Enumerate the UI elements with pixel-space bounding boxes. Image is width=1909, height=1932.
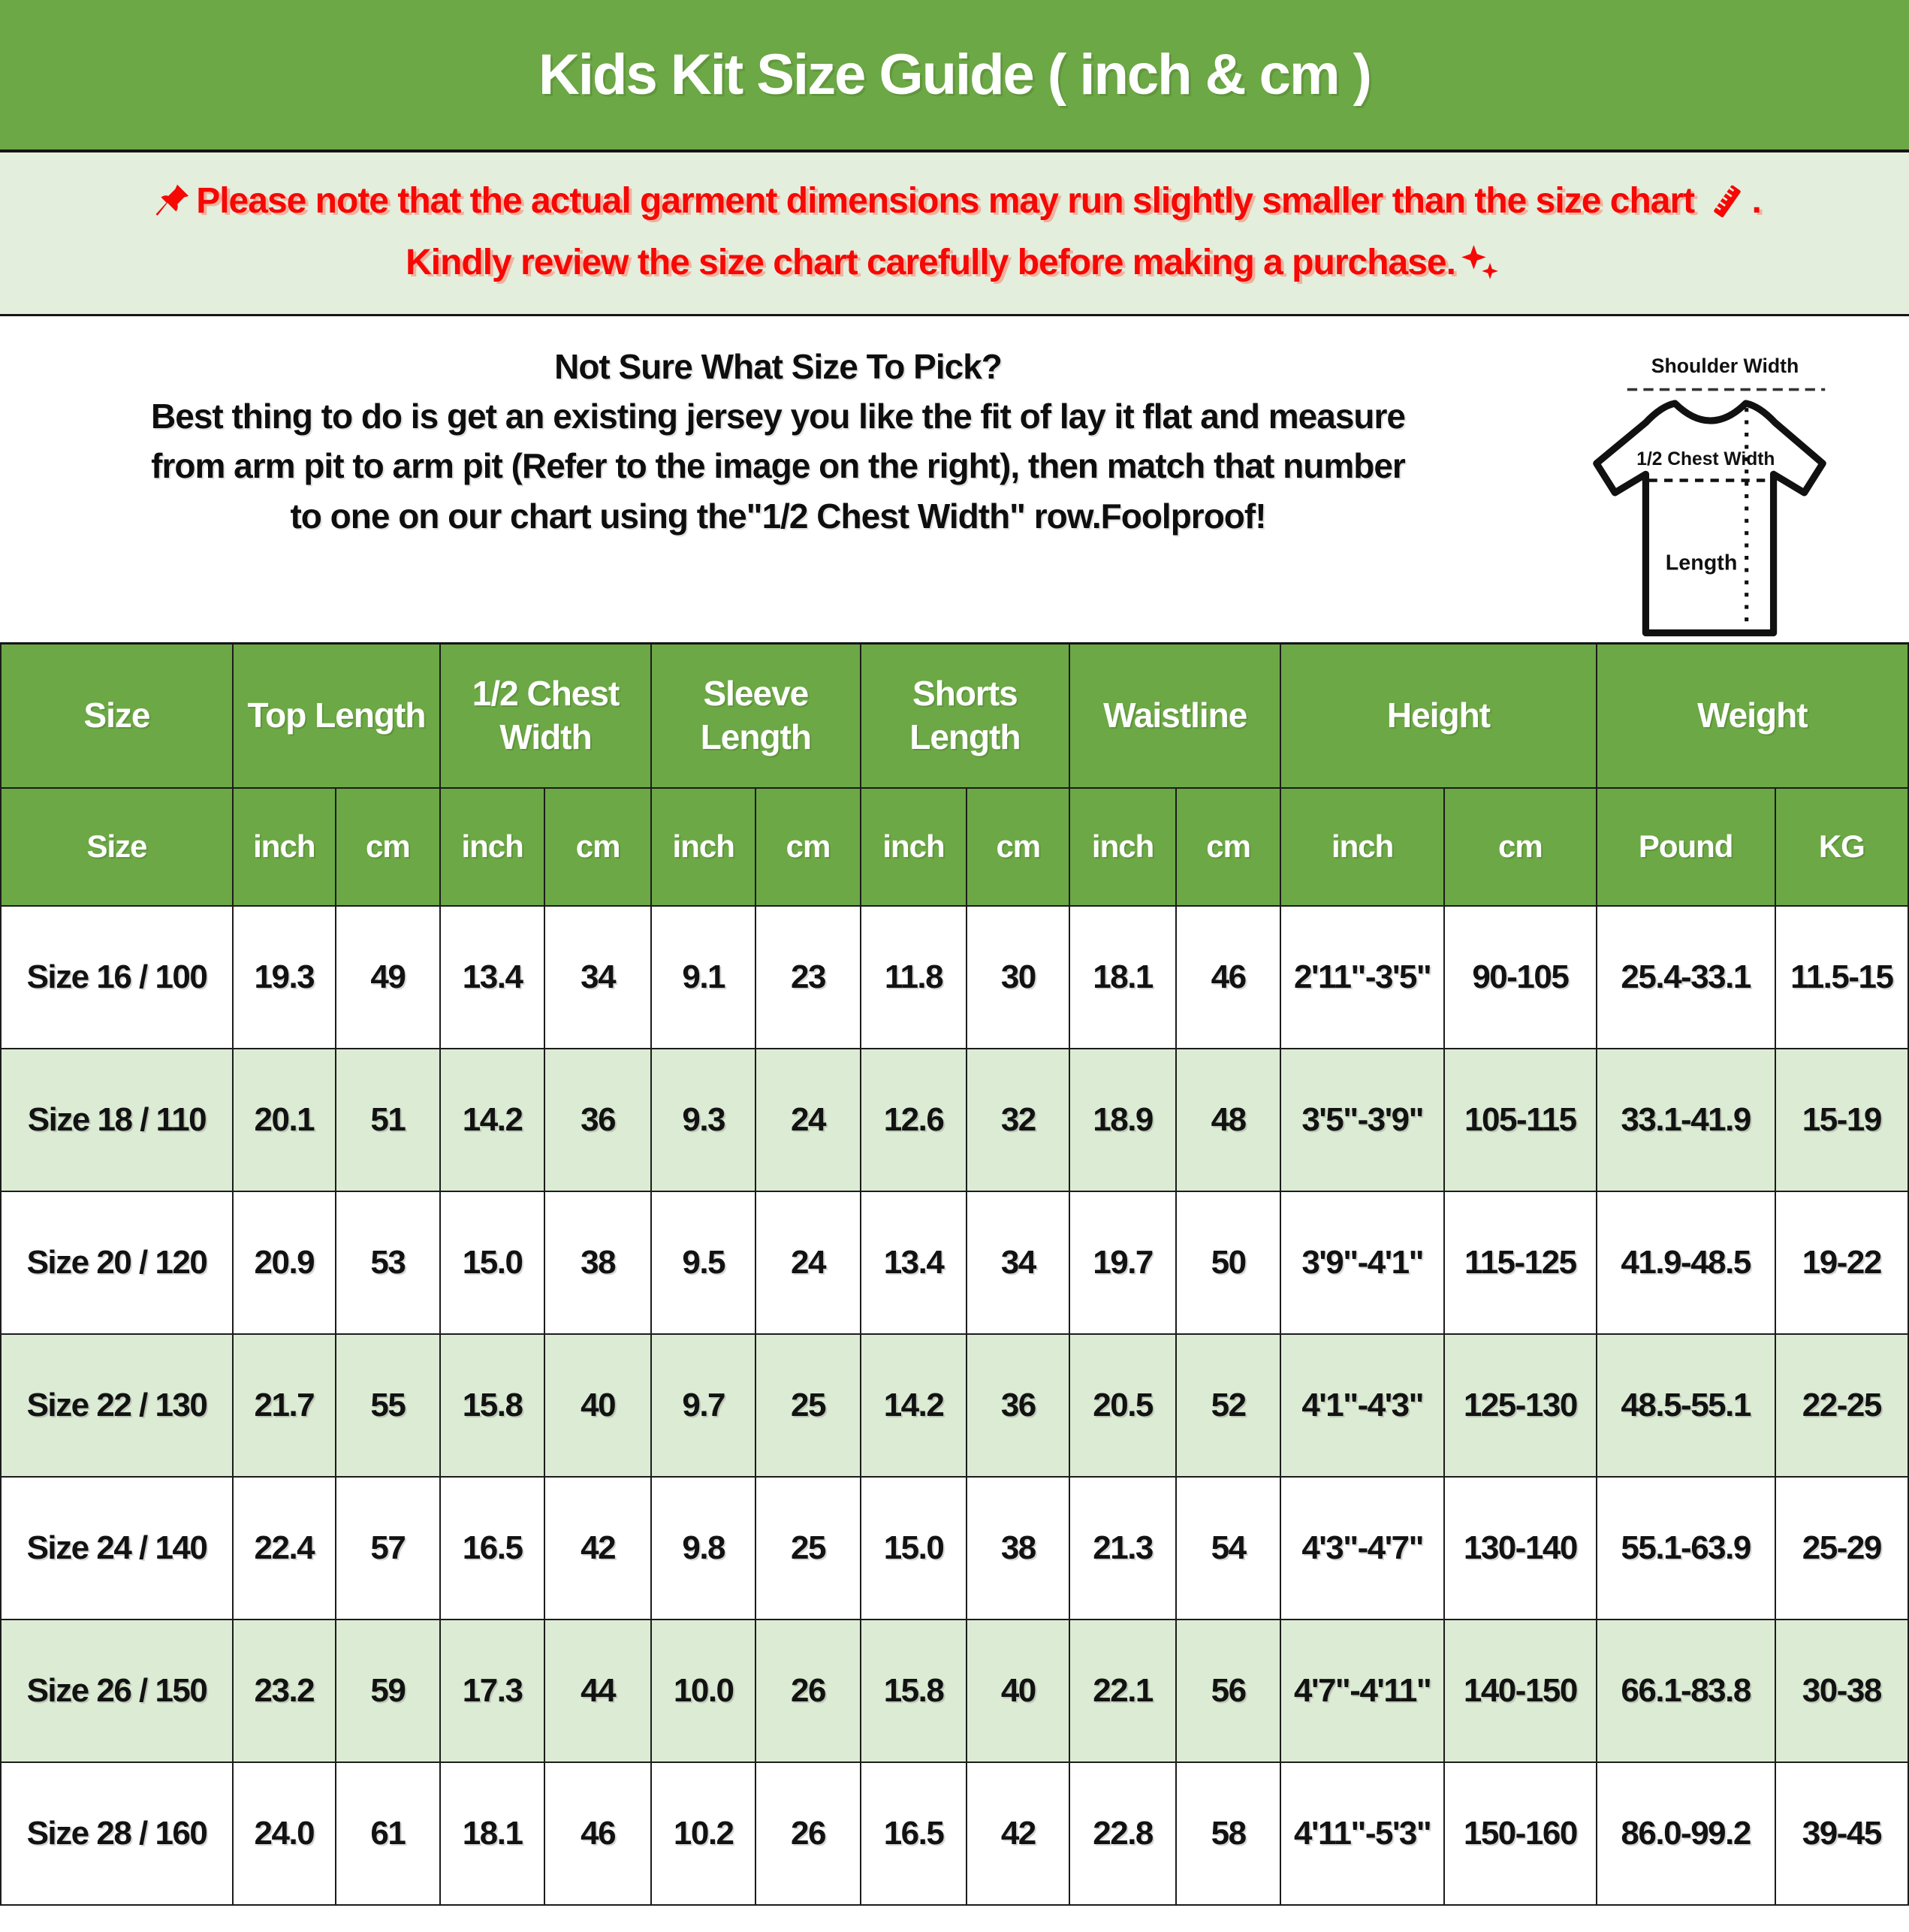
measurement-cell: 16.5 <box>440 1477 544 1620</box>
table-row <box>1 1334 1908 1477</box>
col-header-top-length: Top Length <box>233 644 440 788</box>
notice-line-1 <box>0 180 1909 222</box>
measurement-cell: 90-105 <box>1444 906 1597 1049</box>
unit-header: cm <box>1444 788 1597 906</box>
measurement-cell: 30 <box>967 906 1069 1049</box>
howto-text <box>8 342 1549 541</box>
sparkles-icon <box>1460 243 1499 282</box>
measurement-cell: 9.8 <box>651 1477 755 1620</box>
measurement-cell: 130-140 <box>1444 1477 1597 1620</box>
measurement-cell: 30-38 <box>1775 1620 1908 1762</box>
measurement-cell: 34 <box>967 1191 1069 1334</box>
measurement-cell: 4'3"-4'7" <box>1280 1477 1444 1620</box>
unit-header: Pound <box>1597 788 1775 906</box>
measurement-cell: 16.5 <box>861 1762 967 1905</box>
measurement-cell: 52 <box>1176 1334 1280 1477</box>
notice-suffix-1: . <box>1751 181 1761 221</box>
measurement-cell: 9.7 <box>651 1334 755 1477</box>
howto-line-2: Best thing to do is get an existing jersey you like the fit of lay it flat and measure <box>150 397 1406 436</box>
measurement-cell: 13.4 <box>861 1191 967 1334</box>
measurement-cell: 48 <box>1176 1049 1280 1191</box>
unit-header-row <box>1 788 1908 906</box>
table-row <box>1 1477 1908 1620</box>
measurement-cell: 18.1 <box>440 1762 544 1905</box>
unit-header: inch <box>1280 788 1444 906</box>
measurement-cell: 4'1"-4'3" <box>1280 1334 1444 1477</box>
measurement-cell: 23 <box>755 906 860 1049</box>
group-header-row <box>1 644 1908 788</box>
unit-header: cm <box>544 788 651 906</box>
measurement-cell: 22.1 <box>1069 1620 1176 1762</box>
howto-line-4: to one on our chart using the"1/2 Chest Width" row.Foolproof! <box>290 496 1266 536</box>
measurement-cell: 3'5"-3'9" <box>1280 1049 1444 1191</box>
notice-banner <box>0 152 1909 316</box>
measurement-cell: 2'11"-3'5" <box>1280 906 1444 1049</box>
measurement-cell: 25.4-33.1 <box>1597 906 1775 1049</box>
measurement-cell: 42 <box>544 1477 651 1620</box>
unit-header: cm <box>967 788 1069 906</box>
unit-header: inch <box>861 788 967 906</box>
measurement-cell: 15-19 <box>1775 1049 1908 1191</box>
col-header-weight: Weight <box>1597 644 1908 788</box>
tshirt-measure-diagram <box>1549 342 1901 650</box>
measurement-cell: 40 <box>967 1620 1069 1762</box>
measurement-cell: 36 <box>967 1334 1069 1477</box>
measurement-cell: 18.1 <box>1069 906 1176 1049</box>
measurement-cell: 48.5-55.1 <box>1597 1334 1775 1477</box>
col-header-waistline: Waistline <box>1069 644 1280 788</box>
measurement-cell: 44 <box>544 1620 651 1762</box>
measurement-cell: 54 <box>1176 1477 1280 1620</box>
unit-header: cm <box>1176 788 1280 906</box>
tshirt-outline <box>1597 403 1823 632</box>
measurement-cell: 57 <box>336 1477 440 1620</box>
measurement-cell: 24.0 <box>233 1762 336 1905</box>
measurement-cell: 42 <box>967 1762 1069 1905</box>
col-header-size: Size <box>1 644 233 788</box>
measurement-cell: 4'7"-4'11" <box>1280 1620 1444 1762</box>
measurement-cell: 11.5-15 <box>1775 906 1908 1049</box>
row-size-label: Size 24 / 140 <box>1 1477 233 1620</box>
measurement-cell: 86.0-99.2 <box>1597 1762 1775 1905</box>
measurement-cell: 115-125 <box>1444 1191 1597 1334</box>
table-row <box>1 1049 1908 1191</box>
col-header-height: Height <box>1280 644 1596 788</box>
measurement-cell: 125-130 <box>1444 1334 1597 1477</box>
measurement-cell: 19.7 <box>1069 1191 1176 1334</box>
measurement-cell: 17.3 <box>440 1620 544 1762</box>
row-size-label: Size 28 / 160 <box>1 1762 233 1905</box>
measurement-cell: 22.8 <box>1069 1762 1176 1905</box>
measurement-cell: 21.7 <box>233 1334 336 1477</box>
measurement-cell: 10.0 <box>651 1620 755 1762</box>
measurement-cell: 55 <box>336 1334 440 1477</box>
howto-heading: Not Sure What Size To Pick? <box>554 347 1002 386</box>
table-row <box>1 1191 1908 1334</box>
unit-header: Size <box>1 788 233 906</box>
unit-header: cm <box>755 788 860 906</box>
measurement-cell: 46 <box>1176 906 1280 1049</box>
row-size-label: Size 18 / 110 <box>1 1049 233 1191</box>
measurement-cell: 15.8 <box>440 1334 544 1477</box>
measurement-cell: 26 <box>755 1762 860 1905</box>
measurement-cell: 18.9 <box>1069 1049 1176 1191</box>
col-header-half-chest-width: 1/2 Chest Width <box>440 644 651 788</box>
measurement-cell: 25 <box>755 1477 860 1620</box>
measurement-cell: 41.9-48.5 <box>1597 1191 1775 1334</box>
unit-header: cm <box>336 788 440 906</box>
row-size-label: Size 26 / 150 <box>1 1620 233 1762</box>
measurement-cell: 53 <box>336 1191 440 1334</box>
measurement-cell: 25-29 <box>1775 1477 1908 1620</box>
measurement-cell: 21.3 <box>1069 1477 1176 1620</box>
measurement-cell: 140-150 <box>1444 1620 1597 1762</box>
size-table <box>0 642 1909 1906</box>
measurement-cell: 40 <box>544 1334 651 1477</box>
measurement-cell: 4'11"-5'3" <box>1280 1762 1444 1905</box>
measurement-cell: 38 <box>967 1477 1069 1620</box>
measurement-cell: 55.1-63.9 <box>1597 1477 1775 1620</box>
measurement-cell: 46 <box>544 1762 651 1905</box>
measurement-cell: 15.8 <box>861 1620 967 1762</box>
measurement-cell: 14.2 <box>861 1334 967 1477</box>
measurement-cell: 34 <box>544 906 651 1049</box>
measurement-cell: 38 <box>544 1191 651 1334</box>
measurement-cell: 25 <box>755 1334 860 1477</box>
pushpin-icon <box>152 182 192 221</box>
measurement-cell: 10.2 <box>651 1762 755 1905</box>
measurement-cell: 26 <box>755 1620 860 1762</box>
diagram-chest-label: 1/2 Chest Width <box>1636 449 1775 469</box>
measurement-cell: 22-25 <box>1775 1334 1908 1477</box>
measurement-cell: 3'9"-4'1" <box>1280 1191 1444 1334</box>
measurement-cell: 9.1 <box>651 906 755 1049</box>
measurement-cell: 19-22 <box>1775 1191 1908 1334</box>
measurement-cell: 150-160 <box>1444 1762 1597 1905</box>
size-table-body <box>1 906 1908 1905</box>
unit-header: inch <box>233 788 336 906</box>
measurement-cell: 22.4 <box>233 1477 336 1620</box>
measurement-cell: 24 <box>755 1191 860 1334</box>
measurement-cell: 36 <box>544 1049 651 1191</box>
notice-line-2 <box>0 242 1909 283</box>
row-size-label: Size 16 / 100 <box>1 906 233 1049</box>
measurement-cell: 32 <box>967 1049 1069 1191</box>
measurement-cell: 20.9 <box>233 1191 336 1334</box>
measurement-cell: 19.3 <box>233 906 336 1049</box>
measurement-cell: 105-115 <box>1444 1049 1597 1191</box>
measurement-cell: 20.5 <box>1069 1334 1176 1477</box>
unit-header: inch <box>440 788 544 906</box>
measurement-cell: 39-45 <box>1775 1762 1908 1905</box>
measurement-cell: 12.6 <box>861 1049 967 1191</box>
measurement-cell: 61 <box>336 1762 440 1905</box>
page-title: Kids Kit Size Guide ( inch & cm ) <box>0 0 1909 152</box>
measurement-cell: 58 <box>1176 1762 1280 1905</box>
measurement-cell: 59 <box>336 1620 440 1762</box>
measurement-cell: 14.2 <box>440 1049 544 1191</box>
row-size-label: Size 20 / 120 <box>1 1191 233 1334</box>
col-header-sleeve-length: Sleeve Length <box>651 644 861 788</box>
measurement-cell: 15.0 <box>861 1477 967 1620</box>
measurement-cell: 9.5 <box>651 1191 755 1334</box>
measurement-cell: 24 <box>755 1049 860 1191</box>
measurement-cell: 50 <box>1176 1191 1280 1334</box>
col-header-shorts-length: Shorts Length <box>861 644 1070 788</box>
unit-header: KG <box>1775 788 1908 906</box>
table-row <box>1 1762 1908 1905</box>
measurement-cell: 9.3 <box>651 1049 755 1191</box>
diagram-length-label: Length <box>1665 551 1738 575</box>
unit-header: inch <box>1069 788 1176 906</box>
table-row <box>1 1620 1908 1762</box>
measurement-cell: 11.8 <box>861 906 967 1049</box>
ruler-icon <box>1708 182 1747 221</box>
measurement-cell: 13.4 <box>440 906 544 1049</box>
row-size-label: Size 22 / 130 <box>1 1334 233 1477</box>
measurement-cell: 49 <box>336 906 440 1049</box>
diagram-shoulder-label: Shoulder Width <box>1651 355 1799 377</box>
measurement-cell: 51 <box>336 1049 440 1191</box>
measurement-cell: 23.2 <box>233 1620 336 1762</box>
measurement-cell: 66.1-83.8 <box>1597 1620 1775 1762</box>
table-row <box>1 906 1908 1049</box>
notice-text-2: Kindly review the size chart carefully before making a purchase. <box>406 243 1455 282</box>
unit-header: inch <box>651 788 755 906</box>
howto-section <box>0 316 1909 642</box>
measurement-cell: 56 <box>1176 1620 1280 1762</box>
measurement-cell: 15.0 <box>440 1191 544 1334</box>
measurement-cell: 20.1 <box>233 1049 336 1191</box>
measurement-cell: 33.1-41.9 <box>1597 1049 1775 1191</box>
howto-line-3: from arm pit to arm pit (Refer to the image on the right), then match that number <box>151 446 1405 486</box>
notice-text-1: Please note that the actual garment dimensions may run slightly smaller than the size chart <box>196 181 1704 221</box>
